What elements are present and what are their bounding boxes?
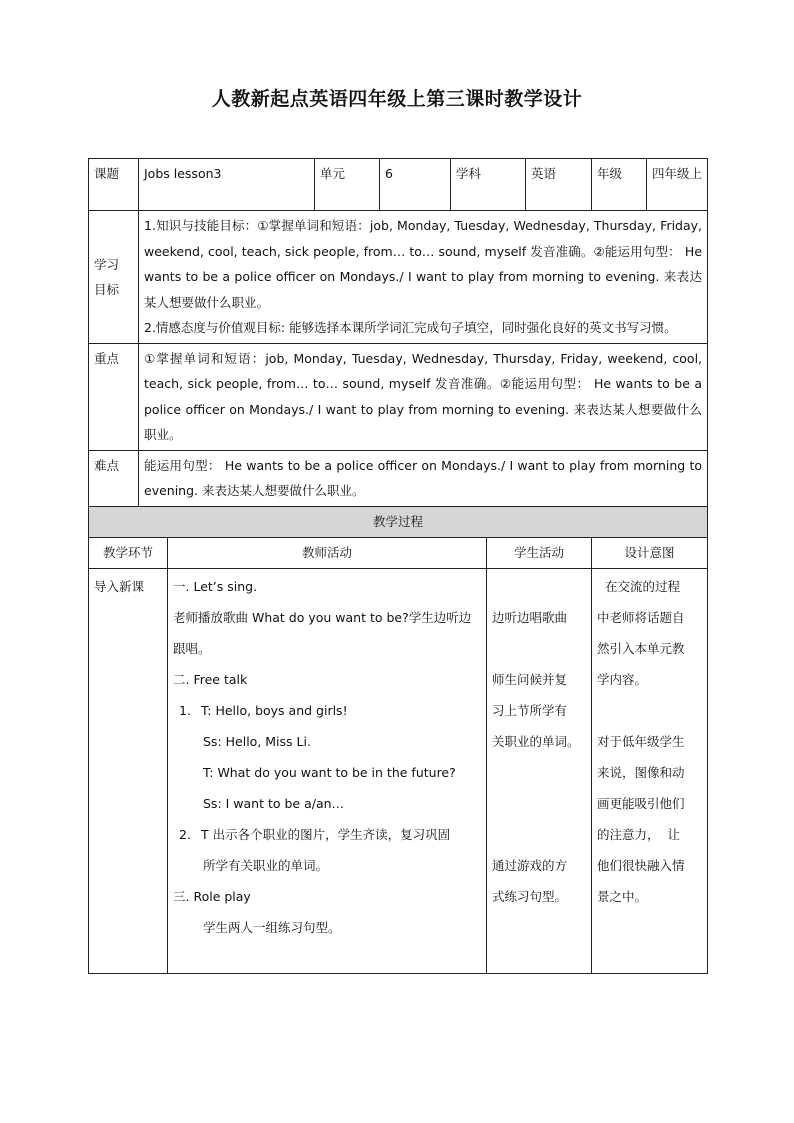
key-points-label: 重点	[89, 343, 139, 450]
intent-1-line-2: 中老师将话题自	[597, 609, 685, 625]
intent-spacer	[597, 695, 702, 726]
topic-label: 课题	[89, 159, 139, 211]
student-spacer	[492, 571, 586, 602]
teacher-dialog-line-2: Ss: Hello, Miss Li.	[203, 733, 311, 749]
unit-label: 单元	[315, 159, 380, 211]
teacher-item-1	[173, 695, 481, 726]
intent-1-line-3: 然引入本单元教	[597, 640, 685, 656]
document-title: 人教新起点英语四年级上第三课时教学设计	[211, 88, 583, 110]
design-intent-cell	[592, 568, 708, 973]
intent-2-line-2: 来说，图像和动	[597, 764, 685, 780]
intent-2-line-4: 的注意力， 让	[597, 826, 680, 842]
stage-cell	[89, 568, 168, 973]
goals-row	[89, 211, 708, 344]
teacher-item-2-number: 2.	[179, 826, 191, 842]
student-activity-2-line-2: 习上节所学有	[492, 702, 568, 718]
teacher-dialog-line-1: T: Hello, boys and girls!	[201, 702, 348, 718]
lesson-plan-table	[88, 158, 708, 974]
intent-1-line-4: 学内容。	[597, 671, 648, 687]
key-points-row	[89, 343, 708, 450]
teacher-section-2-title: 二. Free talk	[173, 671, 248, 687]
process-header: 教学过程	[89, 506, 708, 537]
topic-value: Jobs lesson3	[139, 159, 315, 211]
intent-2-line-3: 画更能吸引他们	[597, 795, 685, 811]
student-activity-3-line-1: 通过游戏的方	[492, 857, 568, 873]
unit-value: 6	[380, 159, 451, 211]
teacher-item-2	[173, 819, 481, 850]
intent-2-line-1: 对于低年级学生	[597, 733, 685, 749]
teacher-item-2-line-1: T 出示各个职业的图片，学生齐读，复习巩固	[201, 826, 451, 842]
stage-name: 导入新课	[94, 578, 145, 594]
intent-2-line-6: 景之中。	[597, 888, 648, 904]
goals-content	[139, 211, 708, 344]
difficulties-content: 能运用句型： He wants to be a police officer on Mondays./ I want to play from morning to evening. 来表达某人想要做什么职业。	[139, 450, 708, 506]
goals-label-text: 学习目标	[94, 256, 120, 297]
student-spacer	[492, 819, 586, 850]
teacher-dialog-line-4: Ss: I want to be a/an…	[203, 795, 345, 811]
teacher-section-1-title: 一. Let’s sing.	[173, 578, 258, 594]
teacher-item-1-number: 1.	[179, 702, 191, 718]
student-activity-1: 边听边唱歌曲	[492, 609, 568, 625]
student-activity-2-line-1: 师生问候并复	[492, 671, 568, 687]
student-activity-cell	[487, 568, 592, 973]
student-spacer	[492, 757, 586, 788]
student-spacer	[492, 788, 586, 819]
process-columns-row	[89, 537, 708, 568]
teacher-section-3-line: 学生两人一组练习句型。	[203, 919, 341, 935]
col-student: 学生活动	[487, 537, 592, 568]
goals-label	[89, 211, 139, 344]
grade-value: 四年级上	[647, 159, 708, 211]
teacher-section-3-title: 三. Role play	[173, 888, 251, 904]
difficulties-label: 难点	[89, 450, 139, 506]
teacher-section-1-line-1: 老师播放歌曲 What do you want to be?学生边听边	[173, 609, 472, 625]
process-header-row	[89, 506, 708, 537]
process-content-row	[89, 568, 708, 973]
grade-label: 年级	[592, 159, 647, 211]
subject-label: 学科	[451, 159, 526, 211]
col-teacher: 教师活动	[168, 537, 487, 568]
col-intent: 设计意图	[592, 537, 708, 568]
key-points-content: ①掌握单词和短语：job, Monday, Tuesday, Wednesday, Thursday, Friday, weekend, cool, teach, sick people, from… to… sound, myself 发音准确。②能运用句型： He wants to be a police officer on Mondays./ I want to play from morning to evening. 来表达某人想要做什么职业。	[139, 343, 708, 450]
info-row	[89, 159, 708, 211]
subject-value: 英语	[526, 159, 592, 211]
teacher-activity-cell	[168, 568, 487, 973]
col-stage: 教学环节	[89, 537, 168, 568]
teacher-dialog-line-3: T: What do you want to be in the future?	[203, 764, 456, 780]
intent-1-line-1: 在交流的过程	[597, 578, 680, 594]
student-activity-2-line-3: 关职业的单词。	[492, 733, 580, 749]
goals-item-1: 1.知识与技能目标：①掌握单词和短语：job, Monday, Tuesday, Wednesday, Thursday, Friday, weekend, cool, teach, sick people, from… to… sound, myself 发音准确。②能运用句型： He wants to be a police officer on Mondays./ I want to play from morning to evening. 来表达某人想要做什么职业。	[144, 218, 703, 310]
difficulties-row	[89, 450, 708, 506]
intent-2-line-5: 他们很快融入情	[597, 857, 685, 873]
teacher-section-1-line-2: 跟唱。	[173, 640, 211, 656]
student-activity-3-line-2: 式练习句型。	[492, 888, 568, 904]
teacher-item-2-line-2: 所学有关职业的单词。	[203, 857, 329, 873]
goals-item-2: 2.情感态度与价值观目标: 能够选择本课所学词汇完成句子填空，同时强化良好的英文书写习惯。	[144, 320, 677, 335]
student-spacer	[492, 633, 586, 664]
